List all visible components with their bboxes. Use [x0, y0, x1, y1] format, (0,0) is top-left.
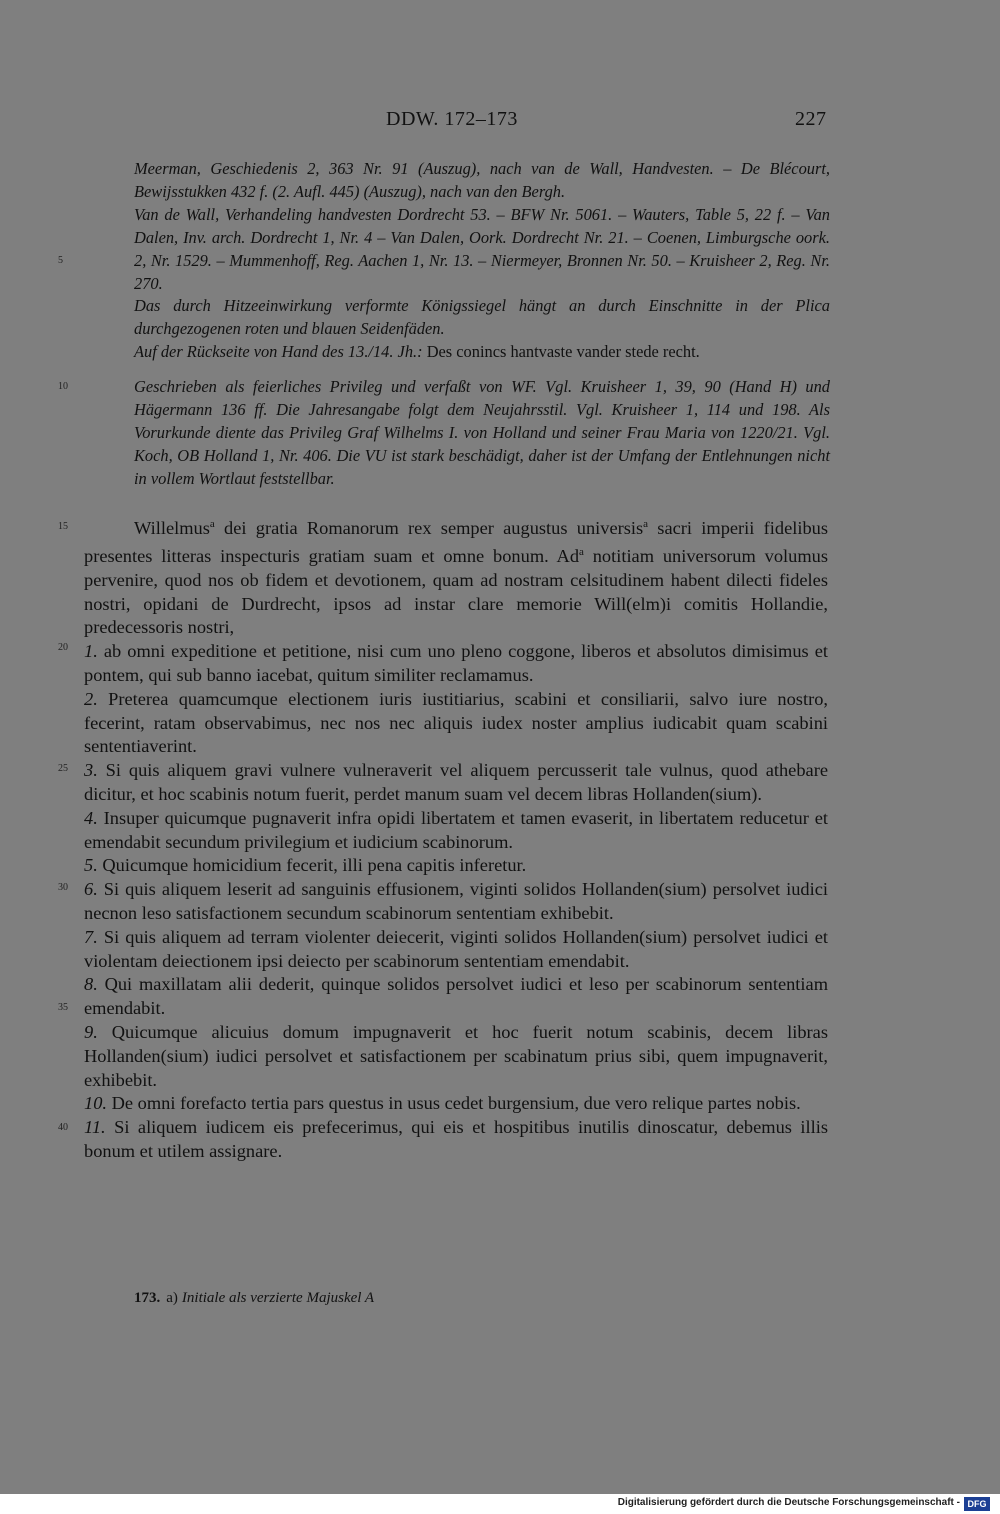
line-number: 20 — [58, 642, 68, 653]
line-number: 40 — [58, 1122, 68, 1133]
charter-section: 4. Insuper quicumque pugnaverit infra opidi libertatem et tamen evaserit, in libertatem reducetur et emendabit secundum privilegium et iudicium scabinorum. — [84, 807, 828, 852]
seal-description: Das durch Hitzeeinwirkung verformte Königssiegel hängt an durch Einschnitte in der Plica durchgezogenen roten und blauen Seidenfäden. — [134, 296, 830, 339]
footnote — [134, 1290, 374, 1307]
running-head-title: DDW. 172–173 — [386, 108, 518, 130]
source-references — [134, 158, 830, 364]
commentary: Geschrieben als feierliches Privileg und verfaßt von WF. Vgl. Kruisheer 1, 39, 90 (Hand H) und Hägermann 136 ff. Die Jahresangabe folgt dem Neujahrsstil. Vgl. Kruisheer 1, 114 und 198. Als Vorurkunde diente das Privileg Graf Wilhelms I. von Holland und seiner Frau Maria von 1220/21. Vgl. Koch, OB Holland 1, Nr. 406. Die VU ist stark beschädigt, daher ist der Umfang der Entlehnungen nicht in vollem Wortlaut feststellbar. — [134, 377, 830, 488]
charter-section: 10. De omni forefacto tertia pars questus in usus cedet burgensium, due vero relique partes nobis. — [84, 1093, 801, 1114]
charter-section: 7. Si quis aliquem ad terram violenter deiecerit, viginti solidos Hollanden(sium) persolvet iudici et violentam deiectionem ipsi deiecto per scabinorum sententiam emendabit. — [84, 926, 828, 971]
charter-opening: Willelmus$^a$ dei gratia Romanorum rex semper augustus universis$^a$ sacri imperii fidelibus presentes litteras inspecturis gratiam suam et omne bonum. Ad$^a$ notitiam universorum volumus pervenire, quod nos ob fidem et devotionem, quam ad nostram celsitudinem habent dilecti fideles nostri, opidani de Durdrecht, ipsos ad instar clare memorie Will(elm)i comitis Hollandie, predecessoris nostri, — [84, 518, 828, 638]
line-number: 5 — [58, 255, 63, 266]
line-number: 25 — [58, 763, 68, 774]
charter-section: 3. Si quis aliquem gravi vulnere vulneraverit vel aliquem percusserit tale vulnus, quod athebare dicitur, et hoc scabinis notum fuerit, perdet manum suam vel decem libras Hollanden(sium). — [84, 760, 828, 805]
dorsal-text: Des conincs hantvaste vander stede recht. — [422, 342, 700, 362]
line-number: 35 — [58, 1002, 68, 1013]
page-number: 227 — [795, 108, 827, 130]
charter-section: 6. Si quis aliquem leserit ad sanguinis effusionem, viginti solidos Hollanden(sium) persolvet iudici necnon leso satisfactionem secundum scabinorum sententiam exhibebit. — [84, 879, 828, 923]
footnote-text: Initiale als verzierte Majuskel A — [181, 1290, 375, 1306]
reference-paragraph: Van de Wall, Verhandeling handvesten Dordrecht 53. – BFW Nr. 5061. – Wauters, Table 5, 22 f. – Van Dalen, Inv. arch. Dordrecht 1, Nr. 4 – Van Dalen, Oork. Dordrecht Nr. 21. – Coenen, Limburgsche oork. 2, Nr. 1529. – Mummenhoff, Reg. Aachen 1, Nr. 13. – Niermeyer, Bronnen Nr. 50. – Kruisheer 2, Reg. Nr. 270. — [134, 204, 830, 293]
funding-notice: Digitalisierung gefördert durch die Deutsche Forschungsgemeinschaft - — [617, 1497, 960, 1508]
line-number: 15 — [58, 521, 68, 532]
footnote-number: 173. — [134, 1290, 161, 1306]
dorsal-note — [134, 341, 830, 364]
charter-section: 11. Si aliquem iudicem eis prefecerimus, qui eis et hospitibus inutilis dinoscatur, debemus illis bonum et utilem assignare. — [84, 1117, 828, 1161]
line-number: 10 — [58, 381, 68, 392]
dfg-logo: DFG — [964, 1497, 990, 1511]
line-number: 30 — [58, 882, 68, 893]
charter-section: 8. Qui maxillatam alii dederit, quinque solidos persolvet iudici et leso per scabinorum sententiam emendabit. — [84, 974, 828, 1019]
charter-section: 9. Quicumque alicuius domum impugnaverit et hoc fuerit notum scabinis, decem libras Hollanden(sium) iudici persolvet et satisfactionem per scabinatum prius sibi, quem impugnaverit, exhibebit. — [84, 1021, 828, 1090]
charter-section: 2. Preterea quamcumque electionem iuris iustitiarius, scabini et consiliarii, salvo iure nostro, fecerint, ratam observabimus, nec nos nec aliquis iudex noster amplius iudicabit quam scabini sententiaverint. — [84, 688, 828, 757]
reference-paragraph: Meerman, Geschiedenis 2, 363 Nr. 91 (Auszug), nach van de Wall, Handvesten. – De Blécourt, Bewijsstukken 432 f. (2. Aufl. 445) (Auszug), nach van den Bergh. — [134, 159, 830, 201]
charter-section: 5. Quicumque homicidium fecerit, illi pena capitis inferetur. — [84, 855, 527, 876]
footer-bar — [0, 1494, 1000, 1514]
charter-text — [84, 513, 828, 1164]
footnote-letter: a) — [166, 1290, 178, 1306]
charter-section: 1. ab omni expeditione et petitione, nisi cum uno pleno coggone, liberos et absolutos dimisimus et pontem, qui sub banno iacebat, quitum similiter reclamamus. — [84, 641, 828, 686]
dorsal-label: Auf der Rückseite von Hand des 13./14. Jh.: — [134, 342, 423, 362]
